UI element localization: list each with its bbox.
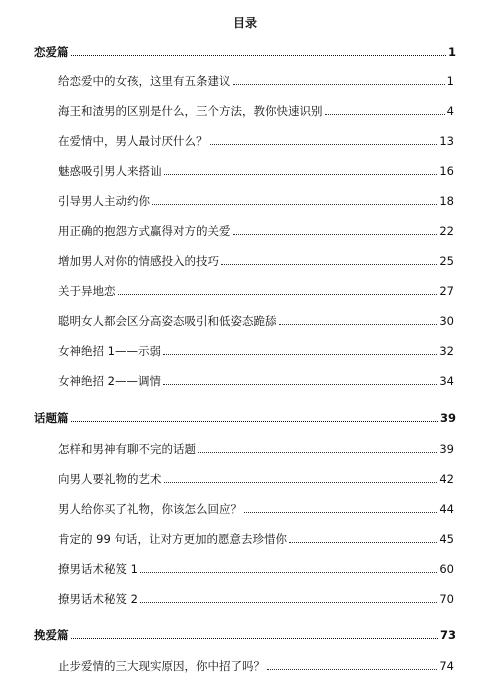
page-number: 32 [439, 344, 454, 358]
toc-entry-row[interactable] [58, 283, 454, 299]
entry-title: 用正确的抱怨方式赢得对方的关爱 [58, 224, 231, 238]
toc-entry-row[interactable] [58, 103, 454, 119]
dot-leader [71, 54, 446, 56]
toc-entry-row[interactable] [58, 561, 454, 577]
toc-entry-row[interactable] [58, 501, 454, 517]
entry-title: 增加男人对你的情感投入的技巧 [58, 254, 219, 268]
toc-entry-row[interactable] [58, 163, 454, 179]
entry-title: 魅惑吸引男人来搭讪 [58, 164, 162, 178]
dot-leader [164, 481, 438, 483]
toc-entry-row[interactable] [58, 73, 454, 89]
page-number: 44 [439, 502, 454, 516]
toc-entry-row[interactable] [58, 343, 454, 359]
entry-title: 肯定的 99 句话，让对方更加的愿意去珍惜你 [58, 532, 287, 546]
page-number: 4 [446, 104, 454, 118]
dot-leader [325, 113, 445, 115]
dot-leader [71, 637, 438, 639]
page-number: 25 [439, 254, 454, 268]
toc-entry-row[interactable] [58, 223, 454, 239]
page-number: 60 [439, 562, 454, 576]
toc-entry-row[interactable] [58, 471, 454, 487]
entry-title: 撩男话术秘笈 2 [58, 592, 138, 606]
entry-title: 在爱情中，男人最讨厌什么？ [58, 134, 208, 148]
toc-entry-row[interactable] [58, 591, 454, 607]
page-number: 18 [439, 194, 454, 208]
dot-leader [140, 571, 437, 573]
page-number: 30 [439, 314, 454, 328]
section-title: 话题篇 [34, 411, 69, 425]
dot-leader [221, 263, 437, 265]
dot-leader [279, 323, 438, 325]
section-title: 挽爱篇 [34, 628, 69, 642]
dot-leader [118, 293, 438, 295]
page-number: 45 [439, 532, 454, 546]
entry-title: 聪明女人都会区分高姿态吸引和低姿态跪舔 [58, 314, 277, 328]
page-number: 70 [439, 592, 454, 606]
entry-title: 男人给你买了礼物，你该怎么回应？ [58, 502, 242, 516]
page-number: 27 [439, 284, 454, 298]
entry-title: 给恋爱中的女孩，这里有五条建议 [58, 74, 231, 88]
entry-title: 关于异地恋 [58, 284, 116, 298]
dot-leader [163, 353, 437, 355]
toc-entry-row[interactable] [58, 313, 454, 329]
dot-leader [267, 668, 437, 670]
page-number: 74 [439, 659, 454, 673]
entry-title: 撩男话术秘笈 1 [58, 562, 138, 576]
toc-title: 目录 [232, 16, 257, 30]
entry-title: 怎样和男神有聊不完的话题 [58, 442, 196, 456]
page-number: 73 [439, 628, 456, 642]
dot-leader [140, 601, 437, 603]
dot-leader [244, 511, 437, 513]
toc-entry-row[interactable] [58, 133, 454, 149]
page-number: 39 [439, 411, 456, 425]
entry-title: 海王和渣男的区别是什么，三个方法，教你快速识别 [58, 104, 323, 118]
toc-entry-row[interactable] [58, 253, 454, 269]
entry-title: 女神绝招 1——示弱 [58, 344, 161, 358]
dot-leader [152, 203, 437, 205]
dot-leader [163, 383, 437, 385]
page-number: 13 [439, 134, 454, 148]
toc-entry-row[interactable] [58, 658, 454, 674]
toc-entry-row[interactable] [58, 531, 454, 547]
page-number: 1 [447, 45, 456, 59]
entry-title: 女神绝招 2——调情 [58, 374, 161, 388]
dot-leader [198, 451, 437, 453]
dot-leader [71, 420, 438, 422]
dot-leader [233, 83, 445, 85]
toc-section-row[interactable] [34, 627, 456, 643]
page-number: 22 [439, 224, 454, 238]
toc-entry-row[interactable] [58, 441, 454, 457]
toc-entry-row[interactable] [58, 193, 454, 209]
dot-leader [233, 233, 438, 235]
section-title: 恋爱篇 [34, 45, 69, 59]
dot-leader [210, 143, 438, 145]
toc-section-row[interactable] [34, 410, 456, 426]
entry-title: 向男人要礼物的艺术 [58, 472, 162, 486]
dot-leader [289, 541, 437, 543]
toc-section-row[interactable] [34, 44, 456, 60]
page-number: 34 [439, 374, 454, 388]
page-number: 42 [439, 472, 454, 486]
page-number: 1 [446, 74, 454, 88]
entry-title: 止步爱情的三大现实原因，你中招了吗？ [58, 659, 265, 673]
dot-leader [164, 173, 438, 175]
toc-entry-row[interactable] [58, 373, 454, 389]
page-number: 16 [439, 164, 454, 178]
page-number: 39 [439, 442, 454, 456]
entry-title: 引导男人主动约你 [58, 194, 150, 208]
